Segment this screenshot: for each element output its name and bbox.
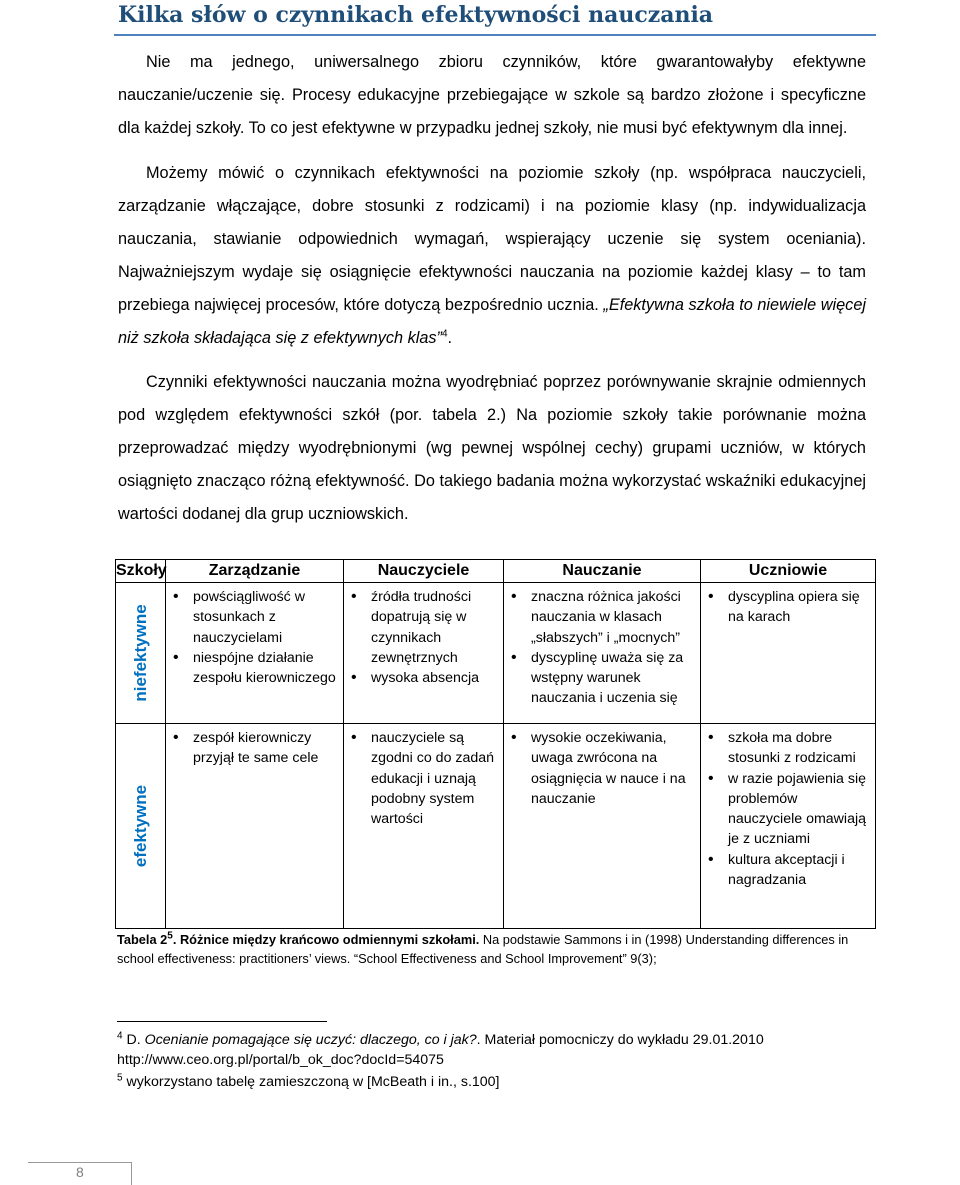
list-item: • zespół kierowniczy przyjął te same cele bbox=[169, 728, 340, 769]
list-item: • powściągliwość w stosunkach z nauczycielami bbox=[169, 587, 340, 648]
list-item: • wysoka absencja bbox=[347, 668, 500, 688]
header-zarzadzanie: Zarządzanie bbox=[166, 560, 344, 583]
list-item: • znaczna różnica jakości nauczania w klasach „słabszych” i „mocnych” bbox=[507, 587, 697, 648]
row-label-cell bbox=[116, 724, 166, 929]
row-label-cell bbox=[116, 583, 166, 724]
footnote-4-author: D. bbox=[126, 1032, 141, 1048]
footnote-5 bbox=[117, 1072, 877, 1092]
caption-title: . Różnice między krańcowo odmiennymi szkołami. bbox=[172, 932, 480, 947]
table-cell bbox=[166, 724, 344, 929]
footnote-4 bbox=[117, 1030, 877, 1070]
table-cell bbox=[344, 724, 504, 929]
table-row bbox=[116, 583, 876, 724]
paragraph-3 bbox=[118, 366, 866, 531]
list-item: • kultura akceptacji i nagradzania bbox=[704, 850, 872, 891]
list-item: • w razie pojawienia się problemów nauczyciele omawiają je z uczniami bbox=[704, 769, 872, 850]
table-header-row bbox=[116, 560, 876, 583]
table-cell bbox=[504, 583, 701, 724]
list-item: • dyscyplina opiera się na karach bbox=[704, 587, 872, 628]
section-heading: Kilka słów o czynnikach efektywności nauczania bbox=[118, 2, 714, 28]
list-item: • wysokie oczekiwania, uwaga zwrócona na osiągnięcia w nauce i na nauczanie bbox=[507, 728, 697, 809]
footnote-4-url[interactable]: http://www.ceo.org.pl/portal/b_ok_doc?docId=54075 bbox=[117, 1052, 444, 1068]
row-label-efektywne: efektywne bbox=[130, 784, 150, 868]
paragraph-2-text: Możemy mówić o czynnikach efektywności na poziomie szkoły (np. współpraca nauczycieli, zarządzanie włączające, dobre stosunki z rodzicami) i na poziomie klasy (np. indywidualizacja nauczania, stawianie odpowiednich wymagań, wspierający uczenie się system oceniania). Najważniejszym wydaje się osiągnięcie efektywności nauczania na poziomie każdej klasy – to tam przebiega najwięcej procesów, które dotyczą bezpośrednio ucznia. bbox=[118, 164, 866, 314]
paragraph-1 bbox=[118, 46, 866, 145]
footnote-4-title: Ocenianie pomagające się uczyć: dlaczego, co i jak? bbox=[144, 1032, 477, 1048]
comparison-table bbox=[115, 559, 876, 929]
caption-label: Tabela 2 bbox=[117, 932, 168, 947]
header-szkoly: Szkoły bbox=[116, 560, 166, 583]
row-label-niefektywne: niefektywne bbox=[130, 604, 150, 702]
footnote-4-number: 4 bbox=[117, 1030, 123, 1042]
table-cell bbox=[166, 583, 344, 724]
table-cell bbox=[701, 724, 876, 929]
table-row bbox=[116, 724, 876, 929]
table-cell bbox=[504, 724, 701, 929]
footnote-5-text: wykorzystano tabelę zamieszczoną w [McBeath i in., s.100] bbox=[126, 1074, 500, 1090]
header-uczniowie: Uczniowie bbox=[701, 560, 876, 583]
paragraph-3-text: Czynniki efektywności nauczania można wyodrębniać poprzez porównywanie skrajnie odmiennych pod względem efektywności szkół (por. tabela 2.) Na poziomie szkoły takie porównanie można przeprowadzać między wyodrębnionymi (wg pewnej wspólnej cechy) grupami uczniów, w których osiągnięto znacząco różną efektywność. Do takiego badania można wykorzystać wskaźniki edukacyjnej wartości dodanej dla grup uczniowskich. bbox=[118, 373, 866, 523]
table-cell bbox=[344, 583, 504, 724]
list-item: • źródła trudności dopatrują się w czynnikach zewnętrznych bbox=[347, 587, 500, 668]
footnote-4-rest: . Materiał pomocniczy do wykładu 29.01.2010 bbox=[476, 1032, 764, 1048]
table-cell bbox=[701, 583, 876, 724]
footnote-separator bbox=[117, 1021, 327, 1022]
header-nauczyciele: Nauczyciele bbox=[344, 560, 504, 583]
caption-source: Na podstawie Sammons i in (1998) Understanding differences in school effectiveness: practitioners’ views. “School Effectiveness and School Improvement” 9(3); bbox=[117, 932, 849, 966]
paragraph-2-end: . bbox=[447, 329, 453, 347]
page-number: 8 bbox=[76, 1164, 84, 1180]
header-nauczanie: Nauczanie bbox=[504, 560, 701, 583]
list-item: • nauczyciele są zgodni co do zadań edukacji i uznają podobny system wartości bbox=[347, 728, 500, 829]
list-item: • szkoła ma dobre stosunki z rodzicami bbox=[704, 728, 872, 769]
footnote-ref-4: 4 bbox=[441, 328, 448, 340]
heading-underline bbox=[114, 34, 876, 36]
list-item: • niespójne działanie zespołu kierowniczego bbox=[169, 648, 340, 689]
paragraph-2-quote: „Efektywna szkoła to niewiele więcej niż szkoła składająca się z efektywnych klas” bbox=[118, 296, 866, 347]
table-caption bbox=[117, 930, 877, 968]
paragraph-1-text: Nie ma jednego, uniwersalnego zbioru czynników, które gwarantowałyby efektywne nauczanie/uczenie się. Procesy edukacyjne przebiegające w szkole są bardzo złożone i specyficzne dla każdej szkoły. To co jest efektywne w przypadku jednej szkoły, nie musi być efektywnym dla innej. bbox=[118, 53, 866, 137]
paragraph-2 bbox=[118, 157, 866, 355]
footnote-5-number: 5 bbox=[117, 1072, 123, 1084]
footnote-ref-5: 5 bbox=[167, 930, 173, 942]
list-item: • dyscyplinę uważa się za wstępny warunek nauczania i uczenia się bbox=[507, 648, 697, 709]
